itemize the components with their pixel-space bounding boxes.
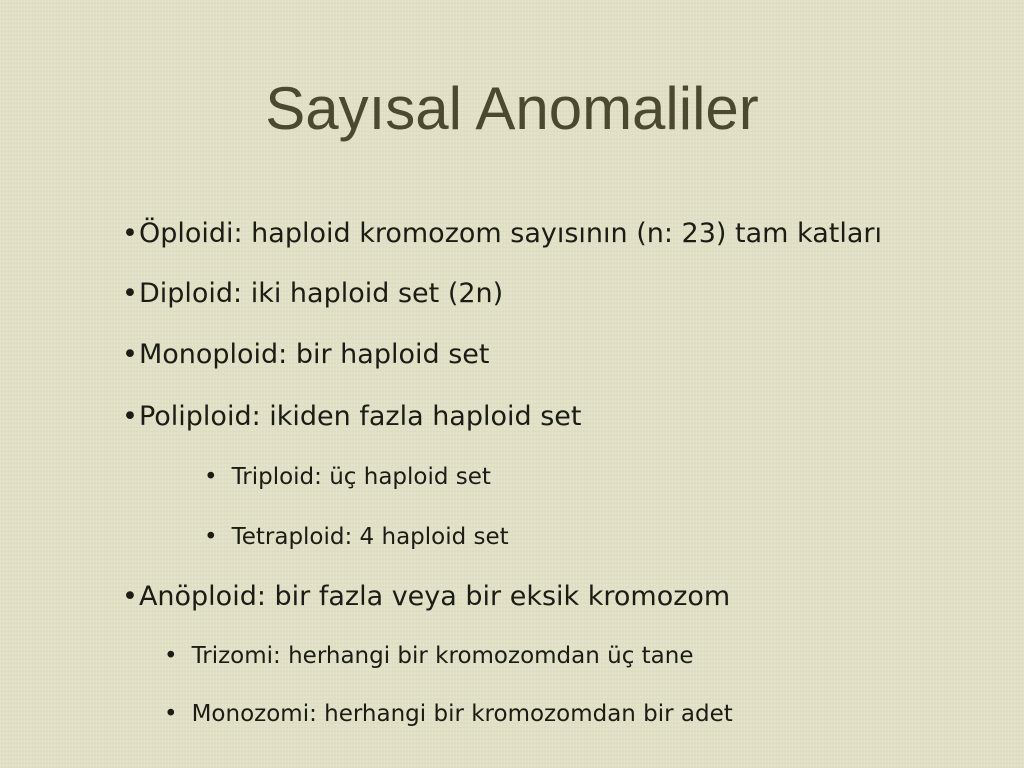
bullet-dot-icon: • xyxy=(122,218,138,249)
bullet-text: Diploid: iki haploid set (2n) xyxy=(138,278,504,309)
bullet-item-aneuploid xyxy=(122,581,730,612)
sub-bullet-text: Trizomi: herhangi bir kromozomdan üç tane xyxy=(191,643,694,669)
sub-bullet-item-monosomy xyxy=(164,701,733,727)
bullet-text: Anöploid: bir fazla veya bir eksik kromozom xyxy=(138,581,731,612)
bullet-item-monoploid xyxy=(122,339,490,370)
bullet-item-euploidy xyxy=(122,218,882,249)
sub-bullet-item-triploid xyxy=(204,464,491,490)
bullet-text: Öploidi: haploid kromozom sayısının (n: 23) tam katları xyxy=(138,218,882,249)
sub-bullet-text: Monozomi: herhangi bir kromozomdan bir adet xyxy=(191,701,733,727)
bullet-dot-icon: • xyxy=(164,701,178,727)
bullet-dot-icon: • xyxy=(204,524,218,550)
sub-bullet-text: Tetraploid: 4 haploid set xyxy=(231,524,509,550)
bullet-dot-icon: • xyxy=(204,464,218,490)
bullet-item-polyploid xyxy=(122,401,582,432)
bullet-text: Monoploid: bir haploid set xyxy=(138,339,490,370)
bullet-text: Poliploid: ikiden fazla haploid set xyxy=(138,401,582,432)
bullet-dot-icon: • xyxy=(122,339,138,370)
bullet-dot-icon: • xyxy=(122,278,138,309)
bullet-dot-icon: • xyxy=(122,581,138,612)
bullet-item-diploid xyxy=(122,278,503,309)
sub-bullet-text: Triploid: üç haploid set xyxy=(231,464,491,490)
sub-bullet-item-trisomy xyxy=(164,643,694,669)
bullet-dot-icon: • xyxy=(164,643,178,669)
bullet-dot-icon: • xyxy=(122,401,138,432)
slide-title: Sayısal Anomaliler xyxy=(265,75,759,142)
sub-bullet-item-tetraploid xyxy=(204,524,509,550)
